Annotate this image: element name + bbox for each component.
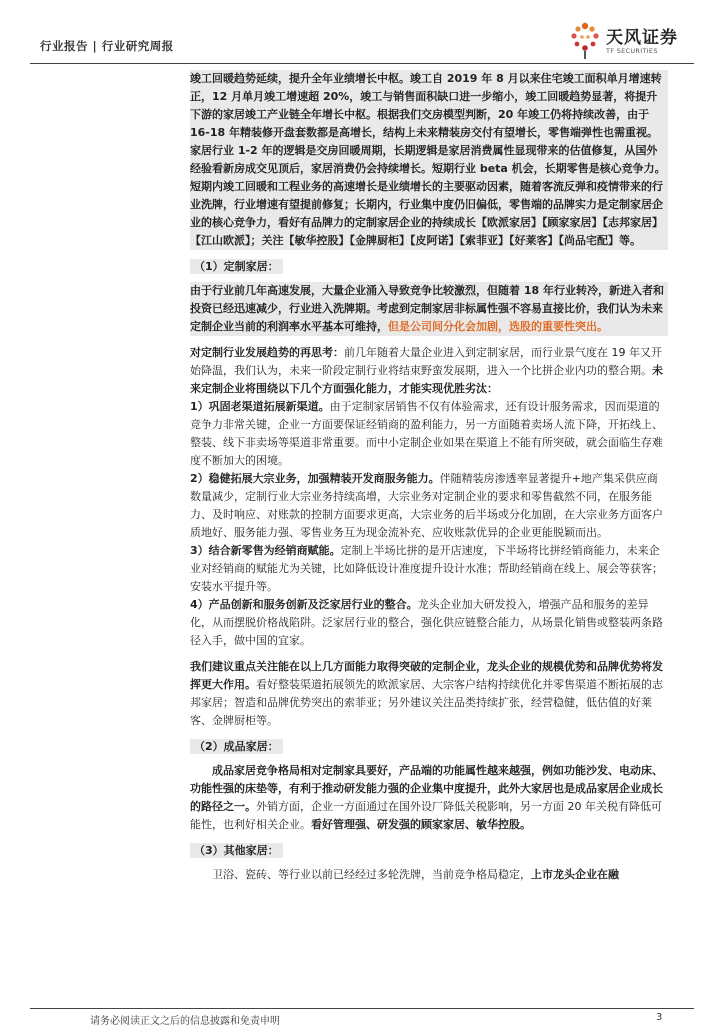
section-heading-custom: （1）定制家居： — [190, 258, 668, 276]
brand-logo — [568, 20, 698, 64]
breadcrumb: 行业报告 | 行业研究周报 — [40, 39, 174, 53]
paragraph-4: 我们建议重点关注能在以上几方面能力取得突破的定制企业，龙头企业的规模优势和品牌优势将发挥更大作用。看好整装渠道拓展领先的欧派家居、大宗客户结构持续优化并零售渠道不断拓展的志邦家居；智造和品牌优势突出的索菲亚；另外建议关注品类持续扩张，经营稳健，低估值的好莱客、金牌厨柜等。 — [190, 660, 663, 727]
paragraph-1-text: 竣工回暖趋势延续，提升全年业绩增长中枢。竣工自 2019 年 8 月以来住宅竣工面积单月增速转正，12 月单月竣工增速超 20%，竣工与销售面积缺口进一步缩小，竣工回暖趋势显著，将提升下游的家居竣工产业链全年增长中枢。根据我们交房模型判断，20 年竣工仍将持续改善，由于 16-18 年精装修开盘套数都是高增长，结构上未来精装房交付有望增长，零售端弹性也需重视。家居行业 1-2 年的逻辑是交房回暖周期，长期逻辑是家居消费属性显现带来的估值修复，从国外经验看新房成交见顶后，家居消费仍会持续增长。短期行业 beta 机会，长期零售是核心竞争力。短期内竣工回暖和工程业务的高速增长是业绩增长的主要驱动因素，随着客流反弹和疫情带来的行业洗牌，行业增速有望提前修复；长期内，行业集中度仍旧偏低，零售端的品牌实力是定制家居企业的核心竞争力，看好有品牌力的定制家居企业的持续成长【欧派家居】【顾家家居】【志邦家居】【江山欧派】；关注【敏华控股】【金牌厨柜】【皮阿诺】【索菲亚】【好莱客】【尚品宅配】等。 — [190, 72, 666, 247]
page-number: 3 — [656, 1012, 663, 1023]
disclaimer-text: 请务必阅读正文之后的信息披露和免责申明 — [90, 1016, 280, 1027]
list-item-3: 3）结合新零售为经销商赋能。定制上半场比拼的是开店速度，下半场将比拼经销商能力，未来企业对经销商的赋能尤为关键，比如降低设计准度提升设计水准；帮助经销商在线上、展会等获客；安装水平提升等。 — [190, 544, 663, 593]
paragraph-6: 卫浴、瓷砖、等行业以前已经经过多轮洗牌，当前竞争格局稳定，上市龙头企业在融 — [212, 868, 619, 881]
logo-flower-icon — [568, 20, 602, 60]
highlight-text: 但是公司间分化会加剧，选股的重要性突出。 — [388, 320, 608, 333]
list-item-2: 2）稳健拓展大宗业务，加强精装开发商服务能力。伴随精装房渗透率显著提升+地产集采供应商数量减少，定制行业大宗业务持续高增，大宗业务对定制企业的要求和零售截然不同，在服务能力、及时响应、对账款的控制方面要求更高，大宗业务的后半场或分化加剧，在大宗业务方面客户质地好、服务能力强、零售业务互为现金流补充、应收账款优异的企业更能脱颖而出。 — [190, 472, 663, 539]
report-body — [190, 70, 668, 884]
list-item-4: 4）产品创新和服务创新及泛家居行业的整合。龙头企业加大研发投入，增强产品和服务的差异化，从而摆脱价格战陷阱。泛家居行业的整合，强化供应链整合能力，从场景化销售或整装两条路径入手，做中国的宜家。 — [190, 598, 663, 647]
header-divider — [30, 63, 694, 64]
page-header — [0, 0, 724, 70]
footer-divider — [30, 1008, 694, 1009]
paragraph-1 — [190, 70, 668, 250]
list-item-1: 1）巩固老渠道拓展新渠道。由于定制家居销售不仅有体验需求，还有设计服务需求，因而渠道的竞争力非常关键，企业一方面要保证经销商的盈利能力，另一方面随着卖场人流下降，开拓线上、整装、线下非卖场等渠道非常重要。而中小定制企业如果在渠道上不能有所突破，就会面临生存难度不断加大的困境。 — [190, 400, 663, 467]
section-heading-finished: （2）成品家居： — [190, 738, 668, 756]
section-heading-other: （3）其他家居： — [190, 842, 668, 860]
paragraph-5: 成品家居竞争格局相对定制家具要好，产品端的功能属性越来越强，例如功能沙发、电动床、功能性强的床垫等，有利于推动研发能力强的企业集中度提升，此外大家居也是成品家居企业成长的路径之一。外销方面，企业一方面通过在国外设厂降低关税影响，另一方面 20 年关税有降低可能性，也利好相关企业。看好管理强、研发强的顾家家居、敏华控股。 — [190, 764, 663, 831]
logo-text-en: TF SECURITIES — [606, 47, 658, 55]
logo-text-cn: 天风证券 — [606, 28, 678, 48]
paragraph-3: 对定制行业发展趋势的再思考：前几年随着大量企业进入到定制家居，而行业景气度在 19 年又开始降温，我们认为，未来一阶段定制行业将结束野蛮发展期，进入一个比拼企业内功的整合期。未来定制企业将围绕以下几个方面强化能力，才能实现优胜劣汰： — [190, 346, 663, 395]
paragraph-2: 由于行业前几年高速发展，大量企业涌入导致竞争比较激烈，但随着 18 年行业转冷，新进入者和投资已经迅速减少，行业进入洗牌期。考虑到定制家居非标属性强不容易直接比价，我们认为未来定制企业当前的利润率水平基本可维持，但是公司间分化会加剧，选股的重要性突出。 — [190, 282, 668, 336]
